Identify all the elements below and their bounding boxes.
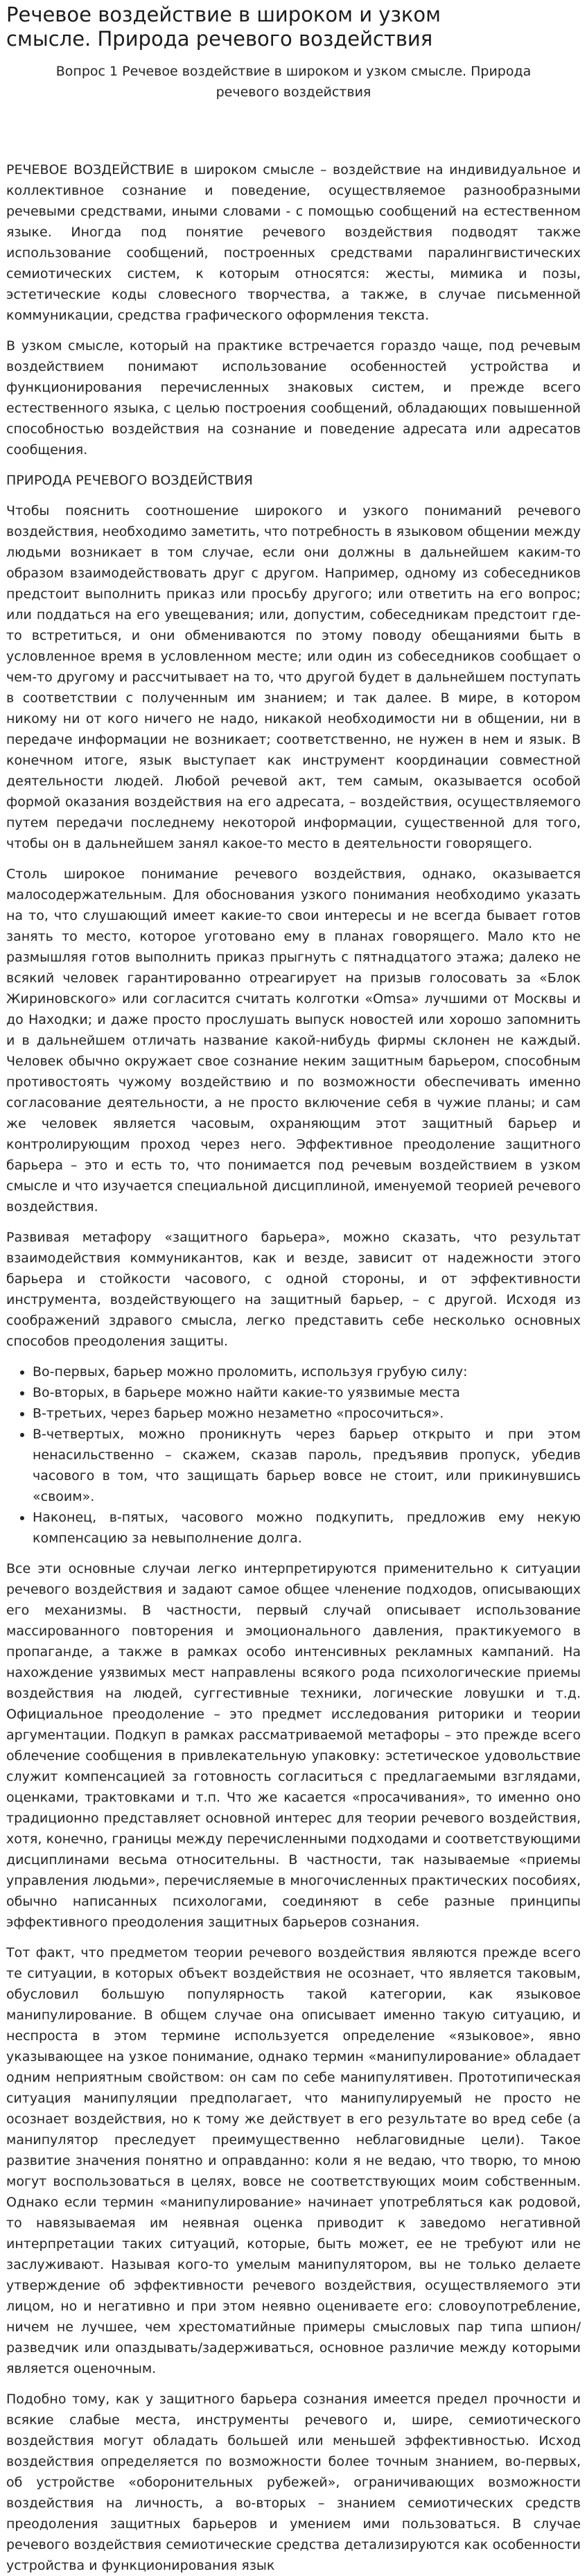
list-item: • Наконец, в-пятых, часового можно подкупить, предложив ему некую компенсацию за невыполнение долга. xyxy=(33,1507,581,1549)
list-item: • Во-первых, барьер можно проломить, используя грубую силу: xyxy=(33,1361,581,1382)
question-title: Вопрос 1 Речевое воздействие в широком и узком смысле. Природа речевого воздействия xyxy=(55,64,532,100)
list-item: • Во-вторых, в барьере можно найти какие-то уязвимые места xyxy=(33,1382,581,1403)
paragraph-barrier-metaphor: Развивая метафору «защитного барьера», можно сказать, что результат взаимодействия коммуникантов, как и везде, зависит от надежности этого барьера и стойкости часового, с одной стороны, и от эффективности инструмента, воздействующего на защитный барьер, – с другой. Исходя из соображений здравого смысла, легко представить себе несколько основных способов преодоления защиты. xyxy=(6,1230,581,1349)
document-title: Речевое воздействие в широком и узком смысле. Природа речевого воздействия xyxy=(6,3,441,51)
paragraph-manipulation: Тот факт, что предметом теории речевого воздействия являются прежде всего те ситуации, в которых объект воздействия не осознает, что является таковым, обусловил большую популярность такой категории, как языковое манипулирование. В общем случае она описывает именно такую ситуацию, и неспроста в этом термине используется определение «языковое», явно указывающее на узкое понимание, однако термин «манипулирование» обладает одним неприятным свойством: он сам по себе манипулятивен. Прототипическая ситуация манипуляции предполагает, что манипулируемый не просто не осознает воздействия, но к тому же действует в его результате во вред себе (а манипулятор преследует преимущественно неблаговидные цели). Такое развитие значения понятно и оправданно: коли я не ведаю, что творю, то мною могут воспользоваться в целях, вовсе не соответствующих моим собственным. Однако если термин «манипулирование» начинает употребляться как родовой, то навязываемая им неявная оценка приводит к заведомо негативной интерпретации таких ситуаций, которые, быть может, ее не требуют или не заслуживают. Называя кого-то умелым манипулятором, вы не только делаете утверждение об эффективности речевого воздействия, осуществляемого эти лицом, но и негативно и при этом неявно оцениваете его: словоупотребление, ничем не лучшее, чем хрестоматийные примеры смысловых пар типа шпион/разведчик или опаздывать/задерживаться, основное различие между которыми является оценочным. xyxy=(6,1945,581,2376)
list-item: • В-третьих, через барьер можно незаметно «просочиться». xyxy=(33,1403,581,1424)
paragraph-semiotic-tools: Подобно тому, как у защитного барьера сознания имеется предел прочности и всякие слабые места, инструменты речевого и, шире, семиотического воздействия могут обладать большей или меньшей эффективностью. Исход воздействия определяется по возможности более точным знанием, во-первых, об устройстве «оборонительных рубежей», ограничивающих возможности воздействия на личность, а во-вторых – знанием семиотических средств преодоления защитных барьеров и умением ими пользоваться. В случае речевого воздействия семиотические средства детализируются как особенности устройства и функционирования язык xyxy=(6,2392,581,2573)
paragraph-narrow-definition: В узком смысле, который на практике встречается гораздо чаще, под речевым воздействием понимают использование особенностей устройства и функционирования перечисленных знаковых систем, и прежде всего естественного языка, с целью построения сообщений, обладающих повышенной способностью воздействия на сознание и поведение адресата или адресатов сообщения. xyxy=(6,338,581,458)
list-item: • В-четвертых, можно проникнуть через барьер открыто и при этом ненасильственно – скажем, сказав пароль, предъявив пропуск, убедив часового в том, что защищать барьер вовсе не стоит, или прикинувшись «своим». xyxy=(33,1424,581,1507)
paragraph-protective-barrier: Столь широкое понимание речевого воздействия, однако, оказывается малосодержательным. Для обоснования узкого понимания необходимо указать на то, что слушающий имеет какие-то свои интересы и не всегда бывает готов занять то место, которое уготовано ему в планах говорящего. Мало кто не размышляя готов выполнить приказ прыгнуть с пятнадцатого этажа; далеко не всякий человек гарантированно отреагирует на призыв голосовать за «Блок Жириновского» или согласится считать колготки «Omsa» лучшими от Москвы и до Находки; и даже просто прослушать выпуск новостей или хорошо запомнить и в дальнейшем отличать название какой-нибудь фирмы склонен не каждый. Человек обычно окружает свое сознание неким защитным барьером, способным противостоять чужому воздействию и по возможности обеспечивать именно согласование деятельности, а не просто включение себя в чужие планы; и сам же человек является часовым, охраняющим этот защитный барьер и контролирующим проход через него. Эффективное преодоление защитного барьера – это и есть то, что понимается под речевым воздействием в узком смысле и что изучается специальной дисциплиной, именуемой теорией речевого воздействия. xyxy=(6,867,581,1215)
paragraph-approaches: Все эти основные случаи легко интерпретируются применительно к ситуации речевого воздействия и задают самое общее членение подходов, описывающих его механизмы. В частности, первый случай описывает использование массированного повторения и эмоционального давления, практикуемого в пропаганде, а также в рамках особо интенсивных рекламных кампаний. На нахождение уязвимых мест направлены всякого рода психологические приемы воздействия на людей, суггестивные техники, логические ловушки и т.д. Официальное преодоление – это предмет исследования риторики и теории аргументации. Подкуп в рамках рассматриваемой метафоры – это прежде всего облечение сообщения в привлекательную упаковку: эстетическое удовольствие служит компенсацией за готовность согласиться с предлагаемыми взглядами, оценками, трактовками и т.п. Что же касается «просачивания», то именно оно традиционно представляет основной интерес для теории речевого воздействия, хотя, конечно, границы между перечисленными подходами и соответствующими дисциплинами весьма относительны. В частности, так называемые «приемы управления людьми», перечисляемые в многочисленных практических пособиях, обычно написанных психологами, соединяют в себе разные принципы эффективного преодоления защитных барьеров сознания. xyxy=(6,1561,581,1930)
document-body xyxy=(6,159,581,2576)
paragraph-nature: Чтобы пояснить соотношение широкого и узкого пониманий речевого воздействия, необходимо заметить, что потребность в языковом общении между людьми возникает в том случае, если они должны в дальнейшем каким-то образом взаимодействовать друг с другом. Например, одному из собеседников предстоит выполнить приказ или просьбу другого; или ответить на его вопрос; или поддаться на его увещевания; или, допустим, собеседникам предстоит где-то встретиться, и они обмениваются по этому поводу обещаниями быть в условленное время в условленном месте; или один из собеседников сообщает о чем-то другому и рассчитывает на то, что другой будет в дальнейшем поступать в соответствии с полученным им знанием; и так далее. В мире, в котором никому ни от кого ничего не надо, никакой необходимости ни в общении, ни в передаче информации не возникает; соответственно, не нужен в нем и язык. В конечном итоге, язык выступает как инструмент координации совместной деятельности людей. Любой речевой акт, тем самым, оказывается особой формой оказания воздействия на его адресата, – воздействия, осуществляемого путем передачи последнему некоторой информации, существенной для того, чтобы он в дальнейшем занял какое-то место в деятельности говорящего. xyxy=(6,503,581,851)
section-heading: ПРИРОДА РЕЧЕВОГО ВОЗДЕЙСТВИЯ xyxy=(6,473,253,488)
paragraph-broad-definition: РЕЧЕВОЕ ВОЗДЕЙСТВИЕ в широком смысле – воздействие на индивидуальное и коллективное сознание и поведение, осуществляемое разнообразными речевыми средствами, иными словами - с помощью сообщений на естественном языке. Иногда под понятие речевого воздействия подводят также использование сообщений, построенных средствами паралингвистических семиотических систем, к которым относятся: жесты, мимика и позы, эстетические коды словесного творчества, а также, в случае письменной коммуникации, средства графического оформления текста. xyxy=(6,162,581,323)
barrier-ways-list xyxy=(6,1361,581,1549)
